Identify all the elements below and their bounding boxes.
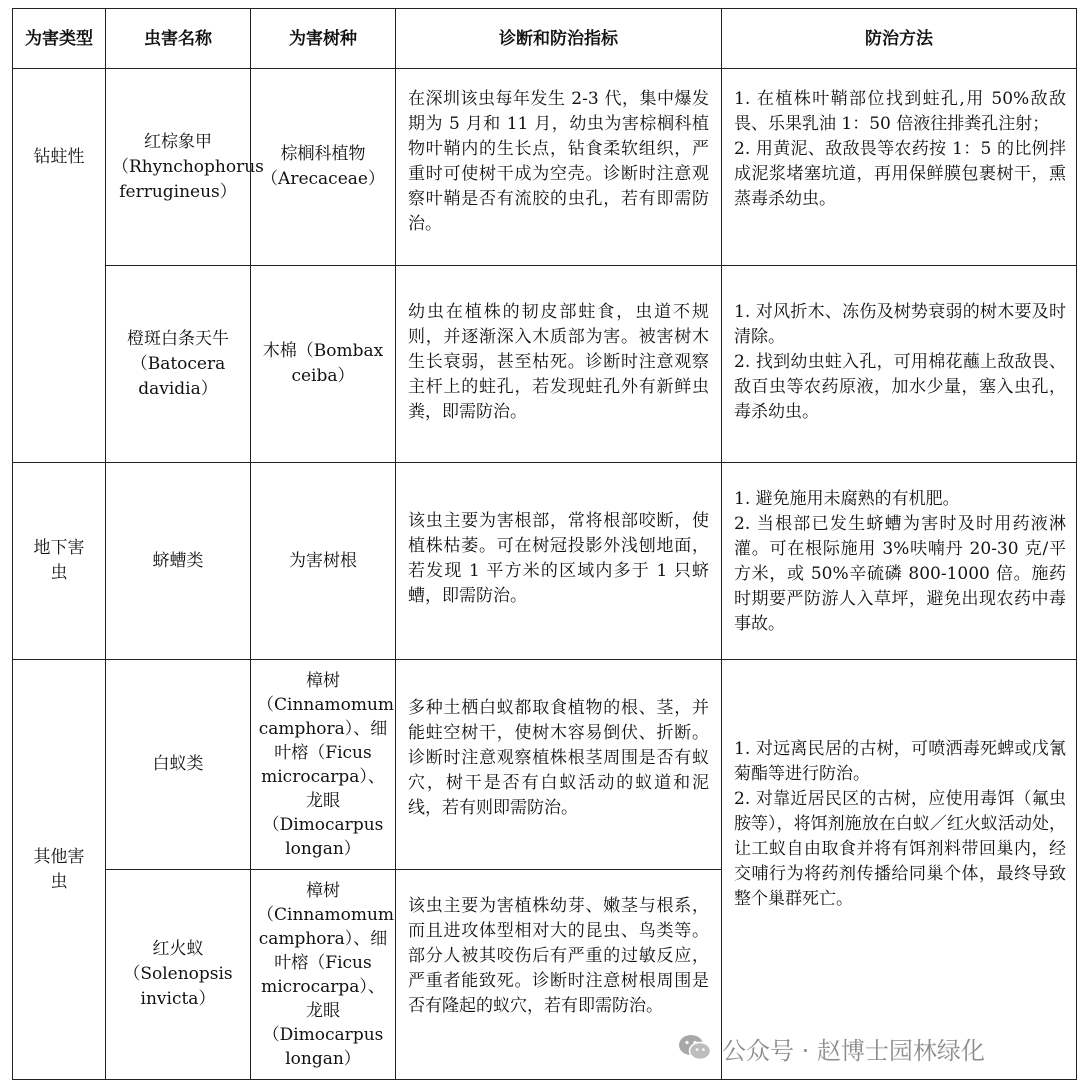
method-step: 1. 对风折木、冻伤及树势衰弱的树木要及时清除。 (734, 302, 1066, 347)
method-step: 2. 找到幼虫蛀入孔，可用棉花蘸上敌敌畏、敌百虫等农药原液，加水少量，塞入虫孔，毒杀幼虫。 (734, 352, 1066, 422)
diagnosis-text: 在深圳该虫每年发生 2-3 代，集中爆发期为 5 月和 11 月，幼虫为害棕榈科植物叶鞘内的生长点，钻食柔软组织，严重时可使树干成为空壳。诊断时注意观察叶鞘是否有流胶的虫孔，若有即需防治。 (396, 69, 722, 266)
diagnosis-text: 该虫主要为害植株幼芽、嫩茎与根系，而且进攻体型相对大的昆虫、鸟类等。部分人被其咬伤后有严重的过敏反应，严重者能致死。诊断时注意树根周围是否有隆起的蚁穴，若有即需防治。 (396, 870, 722, 1080)
wechat-icon (678, 1033, 712, 1063)
method-step: 1. 避免施用未腐熟的有机肥。 (734, 489, 960, 509)
group-type-underground: 地下害虫 (13, 463, 106, 660)
watermark (678, 1028, 985, 1068)
pest-name: 蛴螬类 (106, 463, 251, 660)
host-trees: 木棉（Bombax ceiba） (251, 266, 396, 463)
method-step: 1. 对远离民居的古树，可喷洒毒死蜱或戊氰菊酯等进行防治。 (734, 739, 1066, 784)
group-type-boring: 钻蛀性 (13, 69, 106, 463)
diagnosis-text: 幼虫在植株的韧皮部蛀食，虫道不规则，并逐渐深入木质部为害。被害树木生长衰弱，甚至枯死。诊断时注意观察主杆上的蛀孔，若发现蛀孔外有新鲜虫粪，即需防治。 (396, 266, 722, 463)
method-step: 1. 在植株叶鞘部位找到蛀孔,用 50%敌敌畏、乐果乳油 1：50 倍液往排粪孔注射； (734, 89, 1066, 134)
table-row (13, 660, 1077, 870)
method-cell (722, 463, 1077, 660)
host-trees: 棕榈科植物（Arecaceae） (251, 69, 396, 266)
pest-name: 橙斑白条天牛（Batocera davidia） (106, 266, 251, 463)
table-row (13, 463, 1077, 660)
header-type: 为害类型 (13, 9, 106, 69)
method-step: 2. 用黄泥、敌敌畏等农药按 1：5 的比例拌成泥浆堵塞坑道，再用保鲜膜包裹树干，熏蒸毒杀幼虫。 (734, 139, 1066, 209)
method-cell (722, 266, 1077, 463)
host-trees: 为害树根 (251, 463, 396, 660)
table-row (13, 266, 1077, 463)
host-trees: 樟树（Cinnamomum camphora）、细叶榕（Ficus microcarpa）、龙眼（Dimocarpus longan） (251, 660, 396, 870)
pest-name: 红火蚁（Solenopsis invicta） (106, 870, 251, 1080)
method-cell (722, 69, 1077, 266)
diagnosis-text: 该虫主要为害根部，常将根部咬断，使植株枯萎。可在树冠投影外浅刨地面，若发现 1 平方米的区域内多于 1 只蛴螬，即需防治。 (396, 463, 722, 660)
method-step: 2. 当根部已发生蛴螬为害时及时用药液淋灌。可在根际施用 3%呋喃丹 20-30 克/平方米，或 50%辛硫磷 800-1000 倍。施药时期要严防游人入草坪，避免出现农药中毒事故。 (734, 514, 1066, 634)
pest-name: 白蚁类 (106, 660, 251, 870)
header-diagnosis: 诊断和防治指标 (396, 9, 722, 69)
host-trees: 樟树（Cinnamomum camphora）、细叶榕（Ficus microcarpa）、龙眼（Dimocarpus longan） (251, 870, 396, 1080)
table-row (13, 69, 1077, 266)
diagnosis-text: 多种土栖白蚁都取食植物的根、茎，并能蛀空树干，使树木容易倒伏、折断。诊断时注意观察植株根茎周围是否有蚁穴，树干是否有白蚁活动的蚁道和泥线，若有则即需防治。 (396, 660, 722, 870)
table-header-row (13, 9, 1077, 69)
header-method: 防治方法 (722, 9, 1077, 69)
header-name: 虫害名称 (106, 9, 251, 69)
group-type-other: 其他害虫 (13, 660, 106, 1080)
header-trees: 为害树种 (251, 9, 396, 69)
method-step: 2. 对靠近居民区的古树，应使用毒饵（氟虫胺等），将饵剂施放在白蚁／红火蚁活动处，让工蚁自由取食并将有饵剂料带回巢内，经交哺行为将药剂传播给同巢个体，最终导致整个巢群死亡。 (734, 789, 1066, 909)
method-cell (722, 660, 1077, 1080)
watermark-text: 公众号 · 赵博士园林绿化 (722, 1036, 985, 1065)
pest-control-table (12, 8, 1077, 1080)
pest-name: 红棕象甲（Rhynchophorus ferrugineus） (106, 69, 251, 266)
